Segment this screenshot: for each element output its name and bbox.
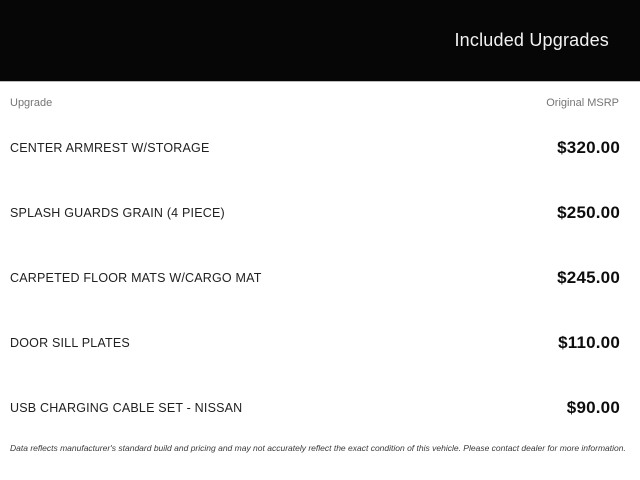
- column-header-upgrade: Upgrade: [10, 97, 53, 109]
- upgrade-price: $320.00: [557, 137, 620, 157]
- upgrade-name: CARPETED FLOOR MATS W/CARGO MAT: [10, 270, 262, 285]
- disclaimer-text: Data reflects manufacturer's standard build and pricing and may not accurately reflect the exact condition of this vehicle. Please contact dealer for more information.: [10, 443, 626, 453]
- upgrade-price: $250.00: [557, 202, 620, 222]
- upgrade-name: DOOR SILL PLATES: [10, 335, 130, 350]
- table-row: [0, 375, 640, 440]
- upgrades-table: [0, 115, 640, 440]
- upgrade-price: $110.00: [558, 332, 620, 352]
- header-banner: [0, 0, 640, 82]
- table-column-headers: [0, 82, 640, 110]
- column-header-original-msrp: Original MSRP: [546, 97, 619, 109]
- upgrade-price: $90.00: [566, 397, 620, 417]
- table-row: [0, 115, 640, 180]
- upgrade-name: SPLASH GUARDS GRAIN (4 PIECE): [10, 205, 225, 220]
- upgrade-name: CENTER ARMREST W/STORAGE: [10, 140, 210, 155]
- table-row: [0, 310, 640, 375]
- upgrade-price: $245.00: [557, 267, 620, 287]
- table-row: [0, 180, 640, 245]
- upgrade-name: USB CHARGING CABLE SET - NISSAN: [10, 400, 243, 415]
- page-title: Included Upgrades: [454, 30, 609, 50]
- table-row: [0, 245, 640, 310]
